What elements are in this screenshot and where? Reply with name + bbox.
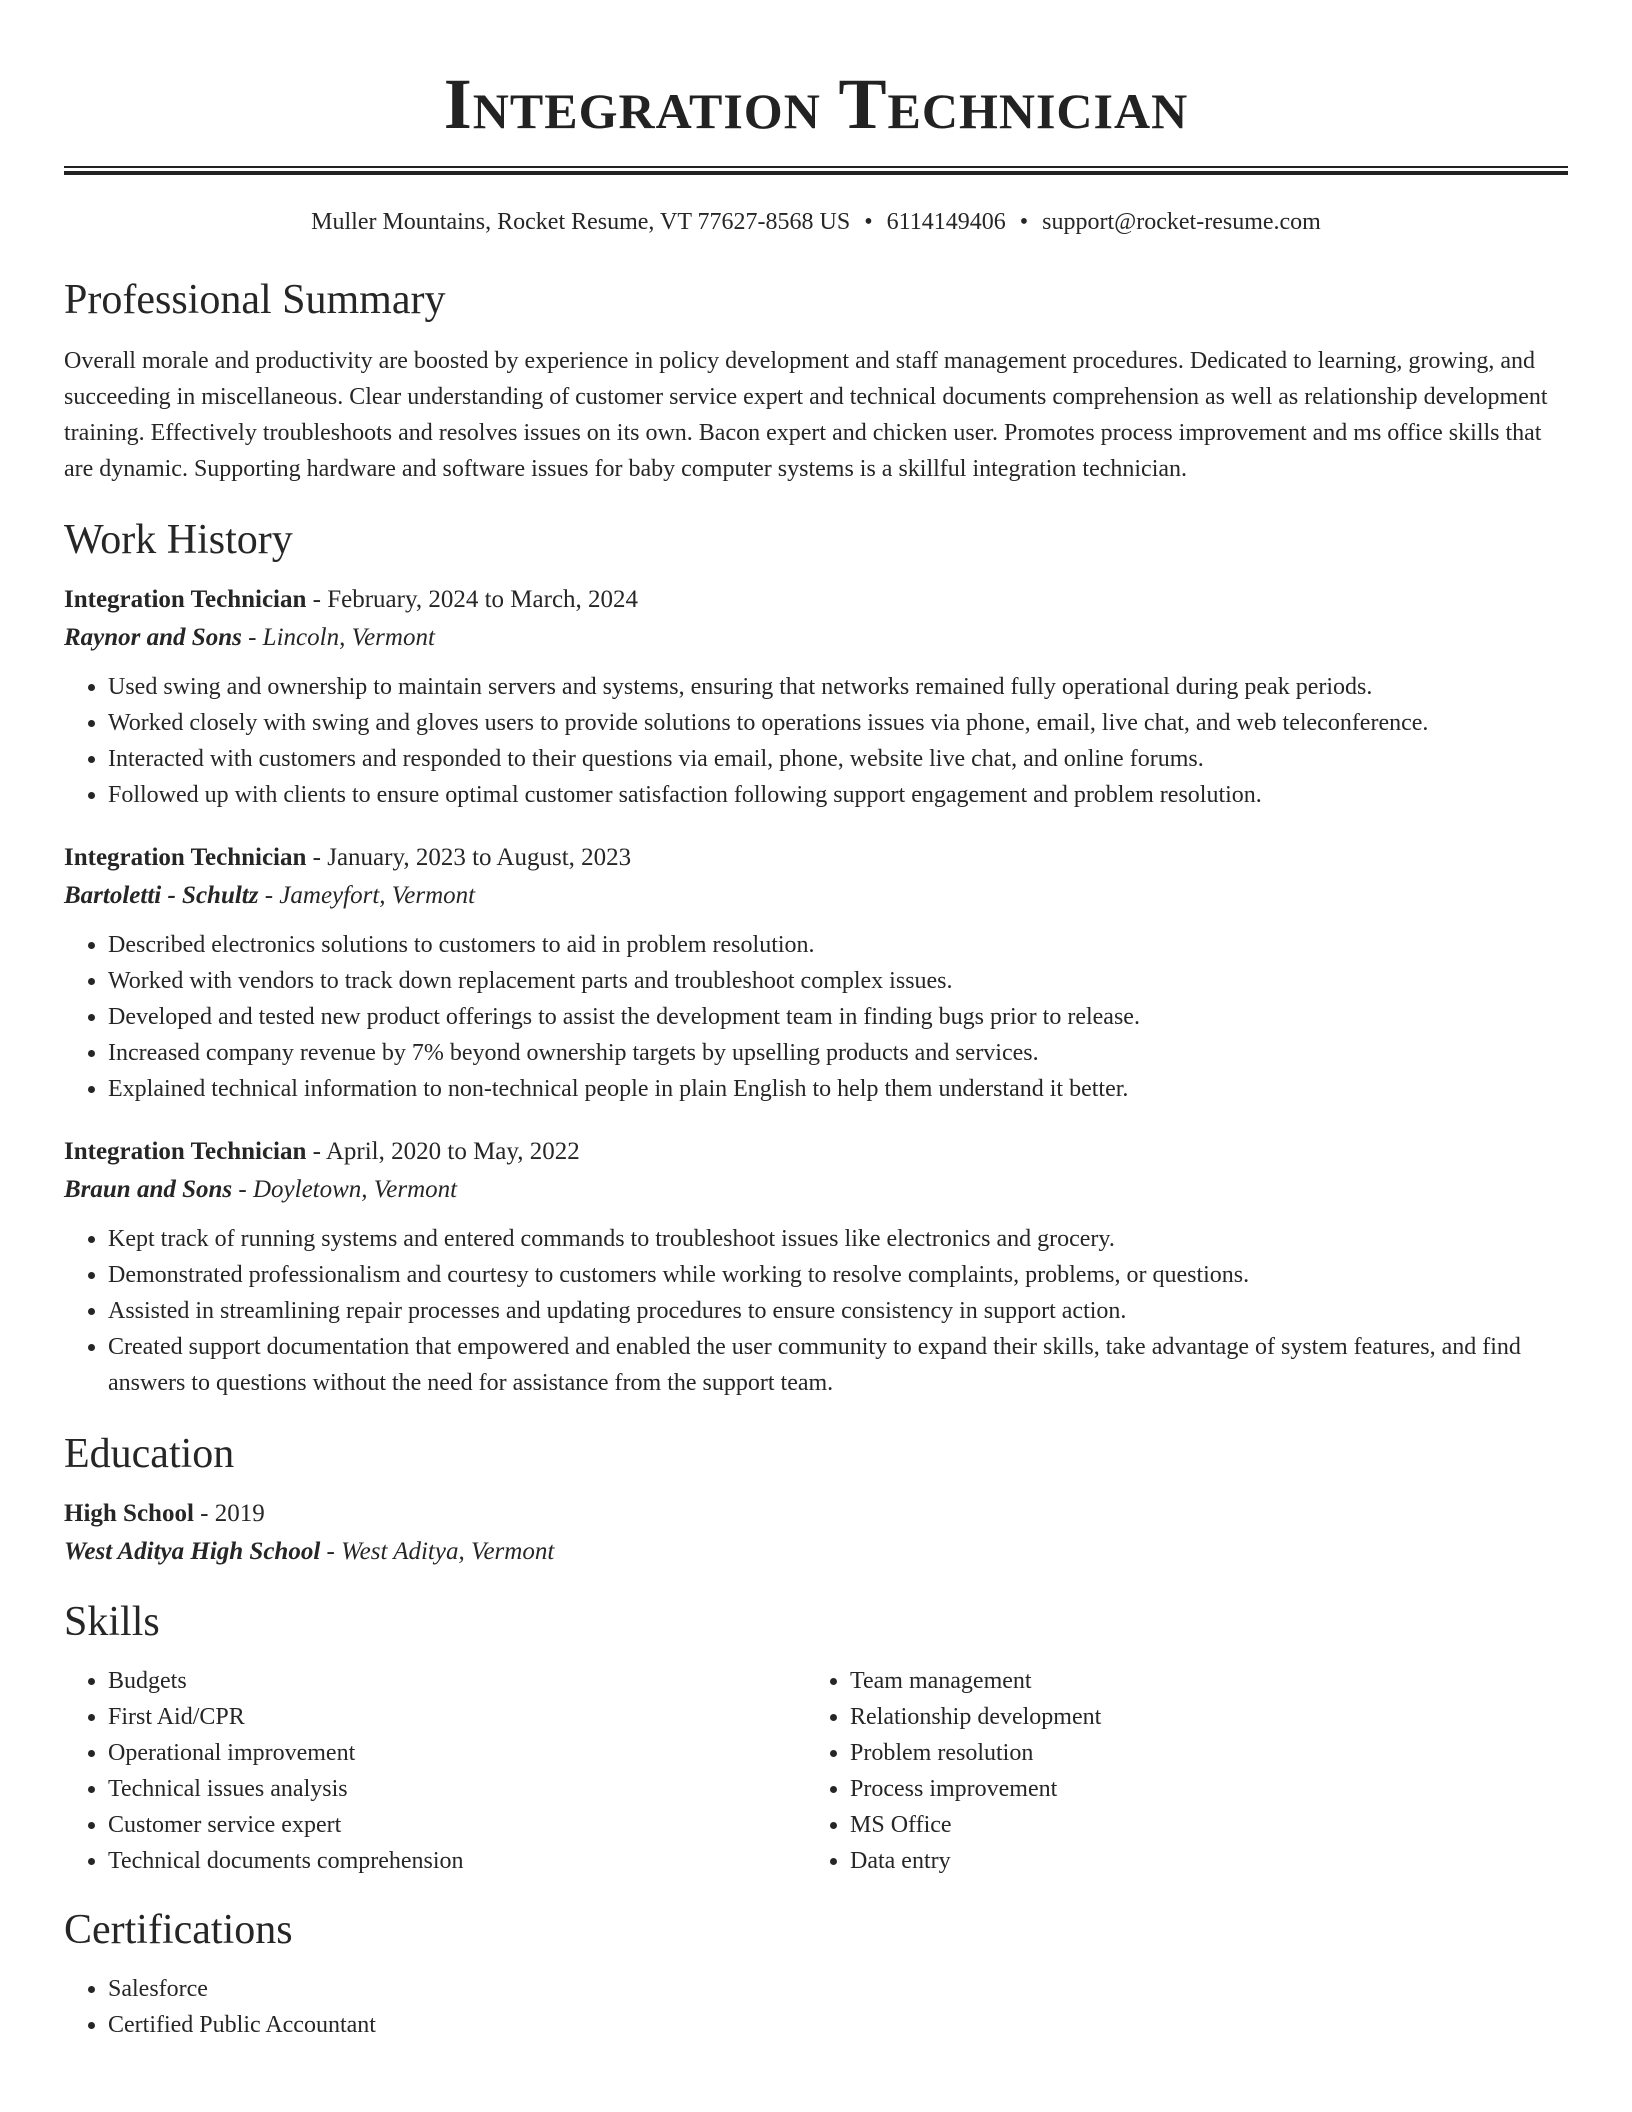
skill-item: • Technical documents comprehension: [108, 1843, 806, 1879]
job-entry: [64, 1133, 1568, 1401]
certification-item: • Certified Public Accountant: [108, 2007, 1568, 2043]
job-bullet: • Explained technical information to non-technical people in plain English to help them understand it better.: [108, 1071, 1568, 1107]
job-bullet: • Kept track of running systems and entered commands to troubleshoot issues like electronics and grocery.: [108, 1221, 1568, 1257]
education-school-line: [64, 1533, 1568, 1571]
job-company-line: [64, 877, 1568, 915]
job-bullets: [64, 927, 1568, 1107]
skill-item: • Relationship development: [850, 1699, 1548, 1735]
skills-columns: [64, 1663, 1568, 1879]
job-entry: [64, 581, 1568, 813]
education-school: West Aditya High School: [64, 1538, 321, 1565]
job-bullet: • Developed and tested new product offerings to assist the development team in finding bugs prior to release.: [108, 999, 1568, 1035]
job-company: Bartoletti - Schultz: [64, 882, 259, 909]
summary-text: Overall morale and productivity are boosted by experience in policy development and staff management procedures. Dedicated to learning, growing, and succeeding in miscellaneous. Clear understanding of customer service expert and technical documents comprehension as well as relationship development training. Effectively troubleshoots and resolves issues on its own. Bacon expert and chicken user. Promotes process improvement and ms office skills that are dynamic. Supporting hardware and software issues for baby computer systems is a skillful integration technician.: [64, 348, 1548, 482]
education-degree: High School: [64, 1500, 194, 1527]
skill-item: • Team management: [850, 1663, 1548, 1699]
job-company-line: [64, 1171, 1568, 1209]
contact-address: Muller Mountains, Rocket Resume, VT 77627-8568 US: [311, 209, 851, 235]
education-heading: Education: [64, 1431, 235, 1477]
job-company: Raynor and Sons: [64, 624, 242, 651]
job-bullet: • Increased company revenue by 7% beyond ownership targets by upselling products and services.: [108, 1035, 1568, 1071]
job-bullet: • Worked with vendors to track down replacement parts and troubleshoot complex issues.: [108, 963, 1568, 999]
job-title: Integration Technician: [64, 844, 307, 871]
skill-item: • Problem resolution: [850, 1735, 1548, 1771]
skill-item: • Budgets: [108, 1663, 806, 1699]
job-location: - Lincoln, Vermont: [241, 624, 435, 651]
education-location: - West Aditya, Vermont: [320, 1538, 555, 1565]
job-title: Integration Technician: [64, 586, 307, 613]
work-history-heading: Work History: [64, 517, 293, 563]
job-entry: [64, 839, 1568, 1107]
skill-item: • Process improvement: [850, 1771, 1548, 1807]
contact-phone: 6114149406: [886, 209, 1006, 235]
skill-item: • Customer service expert: [108, 1807, 806, 1843]
skill-item: • MS Office: [850, 1807, 1548, 1843]
contact-email: support@rocket-resume.com: [1042, 209, 1321, 235]
job-bullet: • Followed up with clients to ensure optimal customer satisfaction following support engagement and problem resolution.: [108, 777, 1568, 813]
job-bullet: • Demonstrated professionalism and courtesy to customers while working to resolve complaints, problems, or questions.: [108, 1257, 1568, 1293]
job-header: [64, 581, 1568, 619]
certifications-heading: Certifications: [64, 1907, 293, 1953]
education-year: - 2019: [193, 1500, 265, 1527]
job-title: Integration Technician: [64, 1138, 307, 1165]
job-bullet: • Assisted in streamlining repair processes and updating procedures to ensure consistency in support action.: [108, 1293, 1568, 1329]
skill-item: • Technical issues analysis: [108, 1771, 806, 1807]
job-location: - Jameyfort, Vermont: [258, 882, 476, 909]
job-dates: - April, 2020 to May, 2022: [306, 1138, 580, 1165]
skills-list-left: [64, 1663, 806, 1879]
job-bullet: • Created support documentation that empowered and enabled the user community to expand their skills, take advantage of system features, and find answers to questions without the need for assistance from the support team.: [108, 1329, 1568, 1401]
education-entry: [64, 1495, 1568, 1571]
certification-item: • Salesforce: [108, 1971, 1568, 2007]
job-company: Braun and Sons: [64, 1176, 233, 1203]
job-bullets: [64, 669, 1568, 813]
resume-page: [64, 0, 1568, 2043]
certifications-list: [64, 1971, 1568, 2043]
job-bullets: [64, 1221, 1568, 1401]
skills-heading: Skills: [64, 1599, 160, 1645]
education-header: [64, 1495, 1568, 1533]
contact-line: [64, 207, 1568, 237]
contact-separator: •: [864, 209, 873, 235]
job-bullet: • Interacted with customers and responded to their questions via email, phone, website live chat, and online forums.: [108, 741, 1568, 777]
job-dates: - February, 2024 to March, 2024: [306, 586, 639, 613]
job-company-line: [64, 619, 1568, 657]
job-header: [64, 1133, 1568, 1171]
job-bullet: • Used swing and ownership to maintain servers and systems, ensuring that networks remained fully operational during peak periods.: [108, 669, 1568, 705]
job-location: - Doyletown, Vermont: [232, 1176, 458, 1203]
job-dates: - January, 2023 to August, 2023: [306, 844, 632, 871]
contact-separator: •: [1019, 209, 1029, 235]
skill-item: • Data entry: [850, 1843, 1548, 1879]
job-bullet: • Described electronics solutions to customers to aid in problem resolution.: [108, 927, 1568, 963]
skill-item: • First Aid/CPR: [108, 1699, 806, 1735]
job-header: [64, 839, 1568, 877]
skill-item: • Operational improvement: [108, 1735, 806, 1771]
skills-list-right: [806, 1663, 1548, 1879]
resume-name: Integration Technician: [443, 64, 1189, 144]
header-divider: [64, 166, 1568, 175]
summary-heading: Professional Summary: [64, 277, 446, 323]
job-bullet: • Worked closely with swing and gloves users to provide solutions to operations issues via phone, email, live chat, and web teleconference.: [108, 705, 1568, 741]
